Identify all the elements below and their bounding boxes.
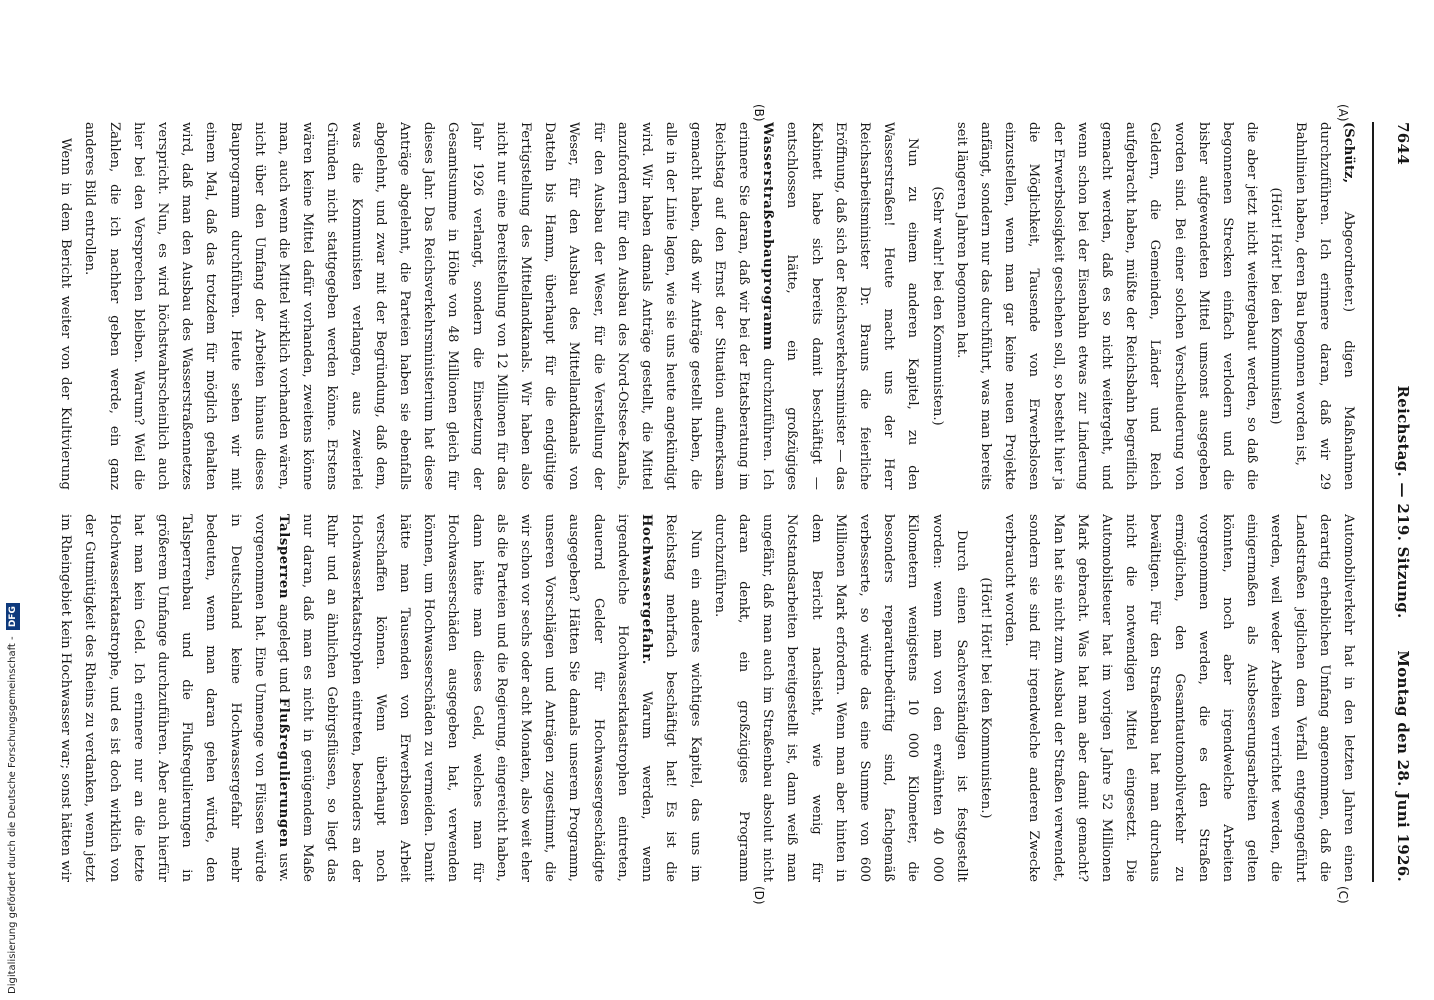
emphasis-text: Hochwassergefahr. [639, 514, 655, 665]
speaker-role: Abgeordneter.) [1341, 211, 1356, 313]
margin-marker-b: (B) [752, 104, 766, 122]
margin-marker-a: (A) [1336, 104, 1350, 122]
text-column-left [50, 122, 1360, 490]
paragraph: Durch einen Sachverständigen ist festgestellt worden: wenn man von den erwähnten 40 000 Kilometern wenigstens 10 000 Kilometer, die besonders reparaturbedürftig sind, fachgemäß verbesserte, so würde das eine Summe von 600 Millionen Mark erfordern. Wenn man aber hinten in dem Bericht nachsieht, wie wenig für Notstandsarbeiten bereitgestellt ist, dann weiß man ungefähr, daß man auch im Straßenbau absolut nicht daran denkt, ein großzügiges Programm durchzuführen. [711, 514, 969, 882]
paragraph [77, 122, 924, 490]
emphasis-text: Talsperren [276, 514, 292, 600]
paragraph-text: Nun zu einem anderen Kapitel, zu den Wasserstraßen! Heute macht uns der Herr Reichsarbeitsminister Dr. Brauns die feierliche Eröffnung, daß sich der Reichsverkehrsminister — das Kabinett habe sich bereits damit beschäftigt — entschlossen hätte, ein großzügiges [784, 122, 921, 490]
paragraph: die aber jetzt nicht weitergebaut werden, so daß die begonnenen Strecken einfach verlodern und die bisher aufgewendeten Mittel umsonst ausgegeben worden sind. Bei einer solchen Verschleuderung von Geldern, die Gemeinden, Länder und Reich aufgebracht haben, müßte der Reichsbahn begreiflich gemacht werden, daß es so nicht weitergeht, und wenn schon bei der Eisenbahn etwas zur Linderung der Erwerbslosigkeit geschehen soll, so besteht hier ja die Möglichkeit, Tausende von Erwerbslosen einzustellen, wenn man gar keine neuen Projekte anfängt, sondern nur das durchführt, was man bereits seit längeren Jahren begonnen hat. [953, 122, 1260, 490]
margin-marker-d: (D) [752, 886, 766, 905]
paragraph-text: Wenn in dem Bericht weiter von der Kultivierung [58, 138, 74, 490]
digitization-footer [6, 606, 20, 994]
paragraph [50, 122, 77, 490]
emphasis-text: Flußregulierungen [276, 697, 292, 848]
session-date: Montag den 28. Juni 1926. [1394, 650, 1412, 882]
session-title: Reichstag. — 219. Sitzung. [1394, 385, 1412, 619]
paragraph-text: usw. vorgenommen hat. Eine Unmenge von Flüssen würde in Deutschland keine Hochwassergefahr mehr bedeuten, wenn man daran gehen würde, den Talsperrenbau und die Flußregulierungen in größerem Umfange durchzuführen. Aber auch hierfür hat man kein Geld. Ich erinnere nur an die letzte Hochwasserkatastrophe, und es ist doch wirklich von der Gutmütigkeit des Rheins zu verdanken, wenn jetzt im Rheingebiet kein Hochwasser war; sonst hätten wir [58, 514, 292, 882]
paragraph-text: angelegt und [276, 604, 292, 693]
paragraph-text: Nun ein anderes wichtiges Kapitel, das uns im Reichstag mehrfach beschäftigt hat! Es ist die [663, 514, 703, 882]
paragraph-text: digen Maßnahmen durchzuführen. Ich erinnere daran, daß wir 29 Bahnlinien haben, deren Bau begonnen worden ist, [1292, 122, 1356, 490]
paragraph-text: Warum werden, wenn irgendwelche Hochwasserkatastrophen eintreten, dauernd Gelder für Hochwassergeschädigte ausgegeben? Hätten Sie damals unserem Programm, unseren Vorschlägen und Anträgen zugestimmt, die wir schon vor sechs oder acht Monaten, also weit eher als die Parteien und die Regierung, eingereicht haben, dann hätte man dieses Geld, welches man für Hochwasserschäden ausgegeben hat, verwenden können, um Hochwasserschäden zu vermeiden. Damit hätte man Tausenden von Erwerbslosen Arbeit verschaffen können. Wenn überhaupt noch Hochwasserkatastrophen eintreten, besonders an der Ruhr und an ähnlichen Gebirgsflüssen, so liegt das nur daran, daß man es nicht in genügendem Maße [300, 514, 655, 882]
paragraph [1287, 122, 1360, 490]
margin-marker-c: (C) [1336, 886, 1350, 904]
footer-line [6, 606, 20, 994]
paragraph [50, 514, 707, 882]
emphasis-text: Wasserstraßenbauprogramm [760, 122, 776, 351]
paragraph-text: durchzuführen. Ich erinnere Sie daran, daß wir bei der Etatsberatung im Reichstag auf den Ernst der Situation aufmerksam gemacht haben, daß wir Anträge gestellt haben, die alle in der Linie lagen, wie sie uns heute angekündigt wird. Wir haben damals Anträge gestellt, die Mittel anzufordern für den Ausbau des Nord-Ostsee-Kanals, für den Ausbau der Weser, für die Verstellung der Weser, für den Ausbau des Mittellandkanals von Datteln bis Hamm, überhaupt für die endgültige Fertigstellung des Mittellandkanals. Wir haben also nicht nur eine Bereitstellung von 12 Millionen für das Jahr 1926 verlangt, sondern die Einsetzung der Gesamtsumme in Höhe von 48 Millionen gleich für dieses Jahr. Das Reichsverkehrsministerium hat diese Anträge abgelehnt, die Parteien haben sie ebenfalls abgelehnt, und zwar mit der Begründung, daß dem, was die Kommunisten verlangen, aus zweierlei Gründen nicht stattgegeben werden könne. Erstens wären keine Mittel dafür vorhanden, zweitens könne man, auch wenn die Mittel wirklich vorhanden wären, nicht über den Umfang der Arbeiten hinaus dieses Bauprogramm durchführen. Heute sehen wir mit einem Mal, daß das trotzdem für möglich gehalten wird, daß man den Ausbau des Wasserstraßennetzes verspricht. Nun, es wird höchstwahrscheinlich auch hier bei den Versprechen bleiben. Warum? Weil die Zahlen, die ich nachher geben werde, ein ganz anderes Bild entrollen. [82, 122, 776, 490]
interjection: (Hört! Hört! bei den Kommunisten.) [977, 577, 993, 819]
page-number: 7644 [1394, 122, 1412, 165]
footer-text: Digitalisierung gefördert durch die Deutsche Forschungsgemeinschaft - [7, 636, 18, 994]
text-column-right [50, 514, 1360, 882]
paragraph: Automobilverkehr hat in den letzten Jahren einen derartig erheblichen Umfang angenommen, daß die Landstraßen jeglichen dem Verfall entgegengeführt werden, weil weder Arbeiten verrichtet werden, die einigermaßen als Ausbesserungsarbeiten gelten könnten, noch aber irgendwelche Arbeiten vorgenommen werden, die es den Straßen ermöglichen, den Gesamtautomobilverkehr zu bewältigen. Für den Straßenbau hat man durchaus nicht die notwendigen Mittel eingesetzt. Die Automobilsteuer hat im vorigen Jahre 52 Millionen Mark gebracht. Was hat man aber damit gemacht? Man hat sie nicht zum Ausbau der Straßen verwendet, sondern sie sind für irgendwelche anderen Zwecke verbraucht worden. [1002, 514, 1356, 882]
dfg-logo: DFG [6, 603, 20, 630]
speaker-name: (Schütz, [1341, 122, 1356, 184]
interjection: (Hört! Hört! bei den Kommunisten) [1268, 187, 1284, 425]
interjection: (Sehr wahr! bei den Kommunisten.) [929, 186, 945, 426]
page-header [1372, 122, 1418, 882]
